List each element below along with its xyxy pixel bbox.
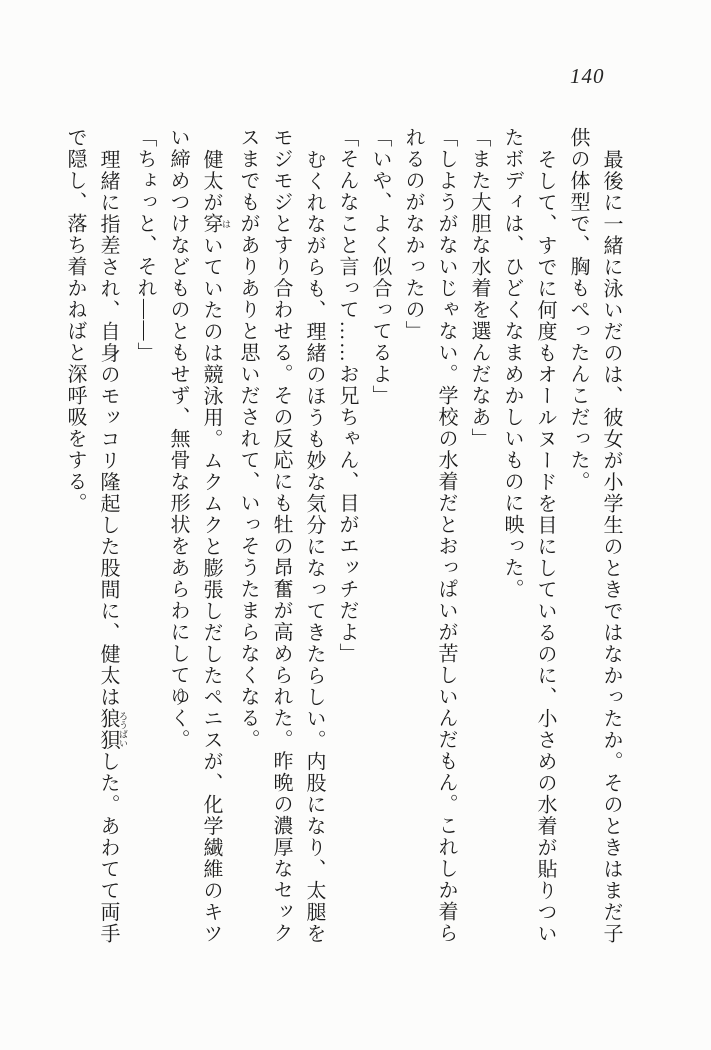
- paragraph: 最後に一緒に泳いだのは、彼女が小学生のときではなかったか。そのときはまだ子供の体型で、胸もぺったんこだった。: [567, 127, 622, 944]
- paragraph: 「そんなこと言って……お兄ちゃん、目がエッチだよ」: [336, 127, 358, 665]
- body-text: [58, 127, 627, 946]
- paragraph: 健太が穿 はいていたのは競泳用。ムクムクと膨張しだしたペニスが、化学繊維のキツい締めつけなどものともせず、無骨な形状をあらわにしてゆく。: [167, 127, 231, 944]
- paragraph: 「しようがないじゃない。学校の水着だとおっぱいが苦しいんだもん。これしか着られるのがなかったの」: [402, 127, 457, 944]
- paragraph: 「いや、よく似合ってるよ」: [369, 127, 391, 407]
- furigana-text: は: [221, 213, 231, 235]
- paragraph: そして、すでに何度もオールヌードを目にしているのに、小さめの水着が貼りついたボディは、ひどくなまめかしいものに映った。: [501, 127, 556, 944]
- furigana-ruby: 狼狽 ろうばい: [97, 707, 128, 751]
- page-number: 140: [570, 64, 605, 88]
- paragraph: 理緒に指差され、自身のモッコリ隆起した股間に、健太は狼狽 ろうばいした。あわてて両手で隠し、落ち着かねばと深呼吸をする。: [64, 127, 128, 944]
- paragraph: むくれながらも、理緒のほうも妙な気分になってきたらしい。内股になり、太腿をモジモジとすり合わせる。その反応にも牡の昂奮が高められた。昨晩の濃厚なセックスまでもがありありと思いだされて、いっそうたまらなくなる。: [237, 127, 325, 944]
- paragraph: 「ちょっと、それ――」: [134, 127, 156, 364]
- paragraph: 「また大胆な水着を選んだなあ」: [468, 127, 490, 450]
- furigana-ruby: 穿 は: [200, 213, 231, 235]
- furigana-text: ろうばい: [118, 707, 128, 751]
